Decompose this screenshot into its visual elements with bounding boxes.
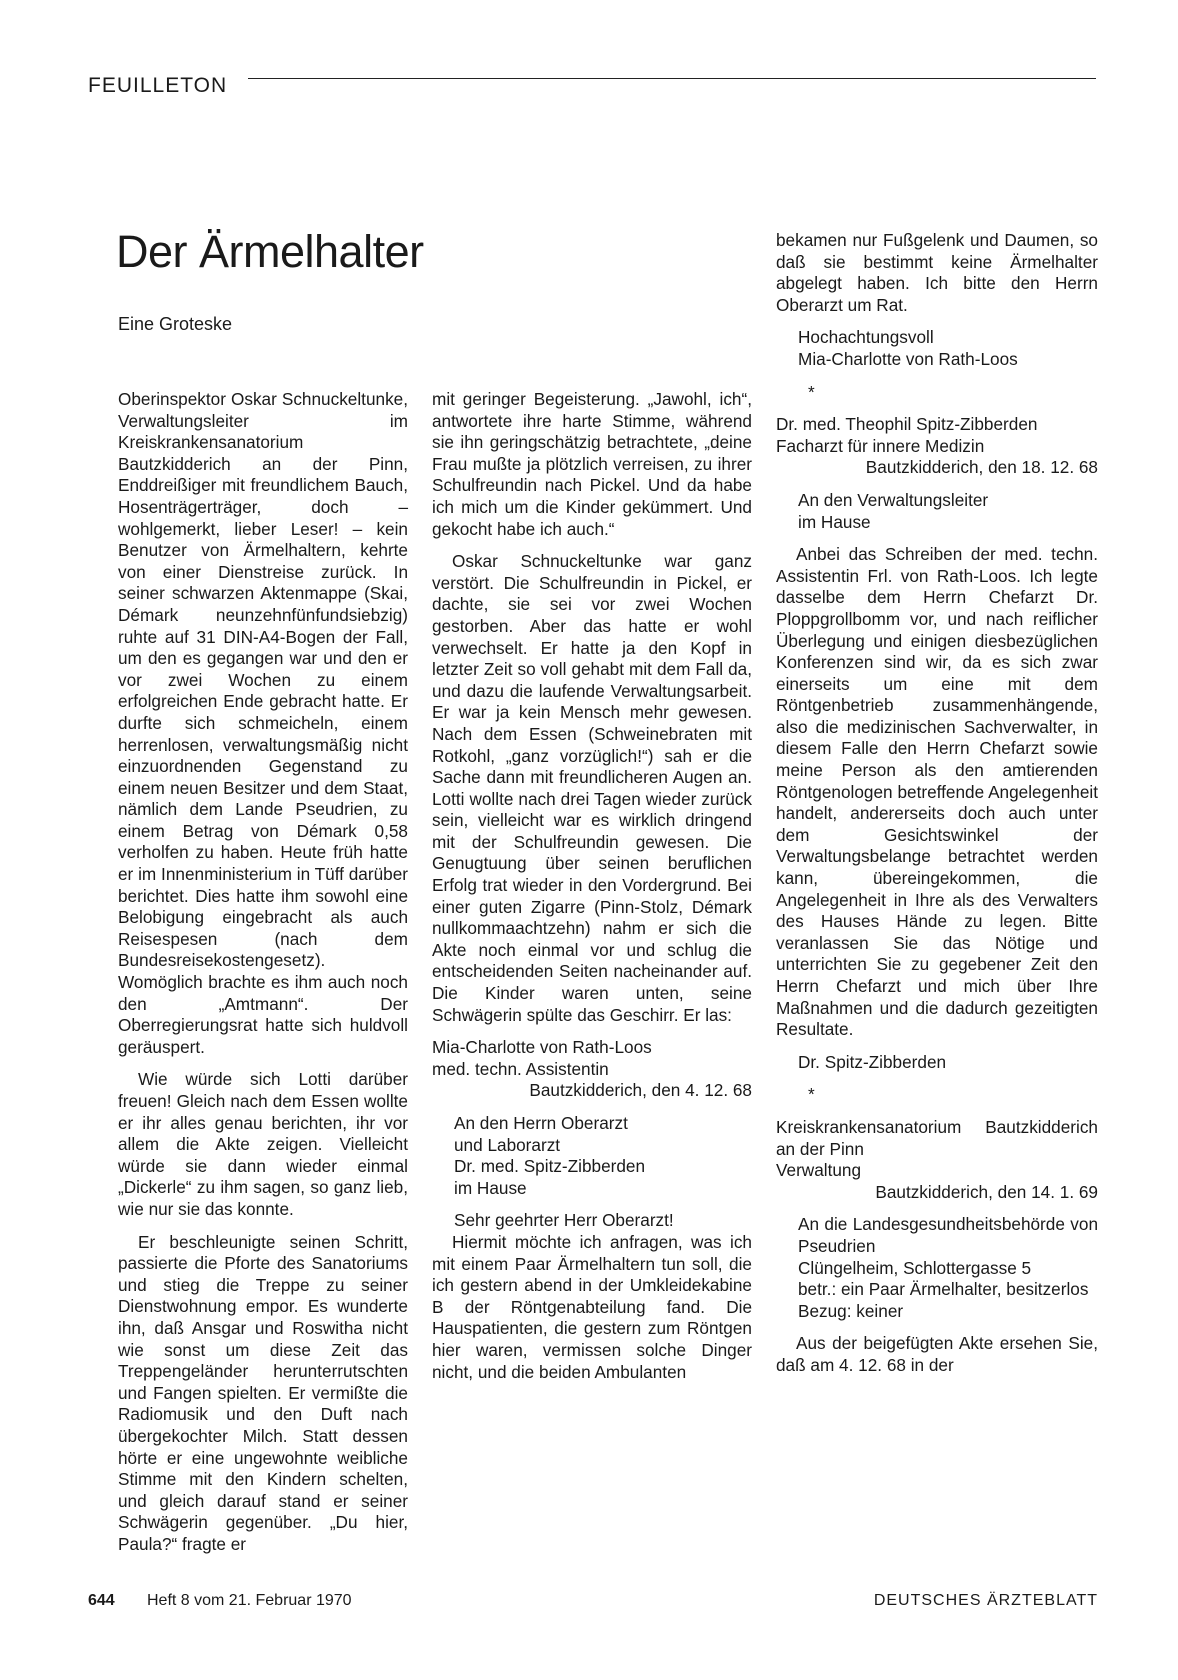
- letter-sender-line: Kreiskrankensanatorium Bautzkidderich an der Pinn: [776, 1116, 1098, 1159]
- letter-signature: Dr. Spitz-Zibberden: [798, 1051, 947, 1072]
- paragraph: Wie würde sich Lotti darüber freuen! Gleich nach dem Essen wollte er ihr alles genau berichten, ihr vor allem die Akte zeigen. Vielleicht würde sie dann wieder einmal „Dickerle“ zu ihm sagen, so ganz lieb, wie nur sie das konnte.: [118, 1069, 408, 1219]
- letter-recipient-line: Bezug: keiner: [798, 1300, 904, 1321]
- letter-place-date: Bautzkidderich, den 18. 12. 68: [865, 457, 1098, 478]
- letter-recipient-line: und Laborarzt: [454, 1134, 561, 1155]
- letter-sender-line: Verwaltung: [776, 1160, 862, 1181]
- paragraph: Er beschleunigte seinen Schritt, passierte die Pforte des Sanatoriums und stieg die Treppe zu seiner Dienstwohnung empor. Es wunderte ihn, daß Ansgar und Roswitha nicht wie sonst um diese Zeit das Treppengeländer herunterrutschten und Fangen spielten. Er vermißte die Radiomusik und den Duft nach übergekochter Milch. Statt dessen hörte er eine ungewohnte weibliche Stimme mit den Kindern schelten, und gleich darauf stand er seiner Schwägerin gegenüber. „Du hier, Paula?“ fragte er: [118, 1231, 408, 1554]
- section-label: FEUILLETON: [88, 74, 228, 97]
- letter-recipient-line: Clüngelheim, Schlottergasse 5: [798, 1257, 1032, 1278]
- letter-place-date: Bautzkidderich, den 14. 1. 69: [875, 1181, 1098, 1202]
- letter-recipient-line: An die Landesgesundheitsbehörde von Pseudrien: [798, 1214, 1098, 1256]
- page-number: 644: [88, 1592, 115, 1609]
- letter-sender-line: Dr. med. Theophil Spitz-Zibberden: [776, 414, 1038, 435]
- paragraph: Oskar Schnuckeltunke war ganz verstört. Die Schulfreundin in Pickel, er dachte, sie sei vor zwei Wochen gestorben. Aber das hatte er wohl verwechselt. Er hatte ja den Kopf in letzter Zeit so voll gehabt mit dem Fall da, und dazu die laufende Verwaltungsarbeit. Er war ja kein Mensch mehr gewesen. Nach dem Essen (Schweinebraten mit Rotkohl, „ganz vorzüglich!“) sah er die Sache dann mit freundlicheren Augen an. Lotti wollte nach drei Tagen wieder zurück sein, vielleicht war es wirklich dringend mit der Schulfreundin gewesen. Die Genugtuung über seinen beruflichen Erfolg trat wieder in den Vordergrund. Bei einer guten Zigarre (Pinn-Stolz, Démark nullkommaachtzehn) nahm er sich die Akte noch einmal vor und schlug die entscheidenden Seiten nacheinander auf. Die Kinder waren unten, seine Schwägerin spülte das Geschirr. Er las:: [432, 551, 752, 1025]
- paragraph: mit geringer Begeisterung. „Jawohl, ich“, antwortete ihre harte Stimme, während sie ihn geringschätzig betrachtete, „deine Frau mußte ja plötzlich verreisen, zu ihrer Schulfreundin nach Pickel. Und da habe ich mich um die Kinder gekümmert. Und gekocht habe ich auch.“: [432, 389, 752, 539]
- letter-recipient-line: Dr. med. Spitz-Zibberden: [454, 1156, 646, 1177]
- text-column-1: [118, 389, 408, 1555]
- letter-recipient-line: im Hause: [454, 1177, 527, 1198]
- letter-recipient-line: im Hause: [798, 511, 871, 532]
- letter-recipient-line: betr.: ein Paar Ärmelhalter, besitzerlos: [798, 1279, 1089, 1300]
- header-rule: [248, 78, 1096, 79]
- letter-sender-line: Facharzt für innere Medizin: [776, 435, 985, 456]
- letter-sender-line: med. techn. Assistentin: [432, 1058, 609, 1079]
- letter-recipient-line: An den Herrn Oberarzt: [454, 1113, 628, 1133]
- letter-body: bekamen nur Fußgelenk und Daumen, so daß sie bestimmt keine Ärmelhalter abgelegt haben. Ich bitte den Herrn Oberarzt um Rat.: [776, 230, 1098, 315]
- letter-body: Anbei das Schreiben der med. techn. Assistentin Frl. von Rath-Loos. Ich legte dasselbe dem Herrn Chefarzt Dr. Ploppgrollbomm vor, und nach reiflicher Überlegung und einigen diesbezüglichen Konferenzen sind wir, da es sich zwar einerseits um eine mit dem Röntgenbetrieb zusammenhängende, also die medizinischen Sachverwalter, in diesem Falle den Herrn Chefarzt sowie meine Person als den amtierenden Röntgenologen betreffende Angelegenheit handelt, andererseits doch auch unter dem Gesichtswinkel der Verwaltungsbelange betrachtet werden kann, übereingekommen, die Angelegenheit in Ihre als des Verwalters des Hauses Hände zu legen. Bitte veranlassen Sie das Nötige und unterrichten Sie zu gegebener Zeit den Herrn Chefarzt und mich über Ihre Maßnahmen und die dadurch gezeitigten Resultate.: [776, 544, 1098, 1040]
- issue-info: Heft 8 vom 21. Februar 1970: [147, 1592, 352, 1609]
- letter-recipient-line: An den Verwaltungsleiter: [798, 489, 989, 510]
- letter-body: Aus der beigefügten Akte ersehen Sie, daß am 4. 12. 68 in der: [776, 1333, 1098, 1375]
- text-column-2: [432, 389, 752, 1383]
- letter-sender-line: Mia-Charlotte von Rath-Loos: [432, 1037, 652, 1058]
- letter-closing: Hochachtungsvoll: [798, 327, 934, 348]
- journal-name: DEUTSCHES ÄRZTEBLATT: [873, 1592, 1098, 1609]
- letter-body: Hiermit möchte ich anfragen, was ich mit einem Paar Ärmelhaltern tun soll, die ich gestern abend in der Umkleidekabine B der Röntgenabteilung fand. Die Hauspatienten, die gestern zum Röntgen hier waren, vermissen solche Dinger nicht, und die beiden Ambulanten: [432, 1231, 752, 1382]
- separator-star: *: [808, 1084, 815, 1105]
- letter-place-date: Bautzkidderich, den 4. 12. 68: [529, 1080, 752, 1101]
- letter-salutation: Sehr geehrter Herr Oberarzt!: [454, 1210, 674, 1231]
- article-title: Der Ärmelhalter: [116, 226, 424, 277]
- letter-signature: Mia-Charlotte von Rath-Loos: [798, 348, 1018, 369]
- text-column-3: [776, 230, 1098, 1377]
- separator-star: *: [808, 381, 815, 402]
- paragraph: Oberinspektor Oskar Schnuckeltunke, Verwaltungsleiter im Kreiskrankensanatorium Bautzkidderich an der Pinn, Enddreißiger mit freundlichem Bauch, Hosenträgerträger, doch – wohlgemerkt, lieber Leser! – kein Benutzer von Ärmelhaltern, kehrte von einer Dienstreise zurück. In seiner schwarzen Aktenmappe (Skai, Démark neunzehnfünfundsiebzig) ruhte auf 31 DIN-A4-Bogen der Fall, um den es gegangen war und den er vor zwei Wochen zu einem erfolgreichen Ende gebracht hatte. Er durfte sich schmeicheln, einem herrenlosen, verwaltungsmäßig nicht einzuordnenden Gegenstand zu einem neuen Besitzer und dem Staat, nämlich dem Lande Pseudrien, zu einem Betrag von Démark 0,58 verholfen zu haben. Heute früh hatte er im Innenministerium in Tüff darüber berichtet. Dies hatte ihm sowohl eine Belobigung eingebracht als auch Reisespesen (nach dem Bundesreisekostengesetz). Womöglich brachte es ihm auch noch den „Amtmann“. Der Oberregierungsrat hatte sich huldvoll geräuspert.: [118, 389, 408, 1057]
- article-subtitle: Eine Groteske: [118, 314, 233, 334]
